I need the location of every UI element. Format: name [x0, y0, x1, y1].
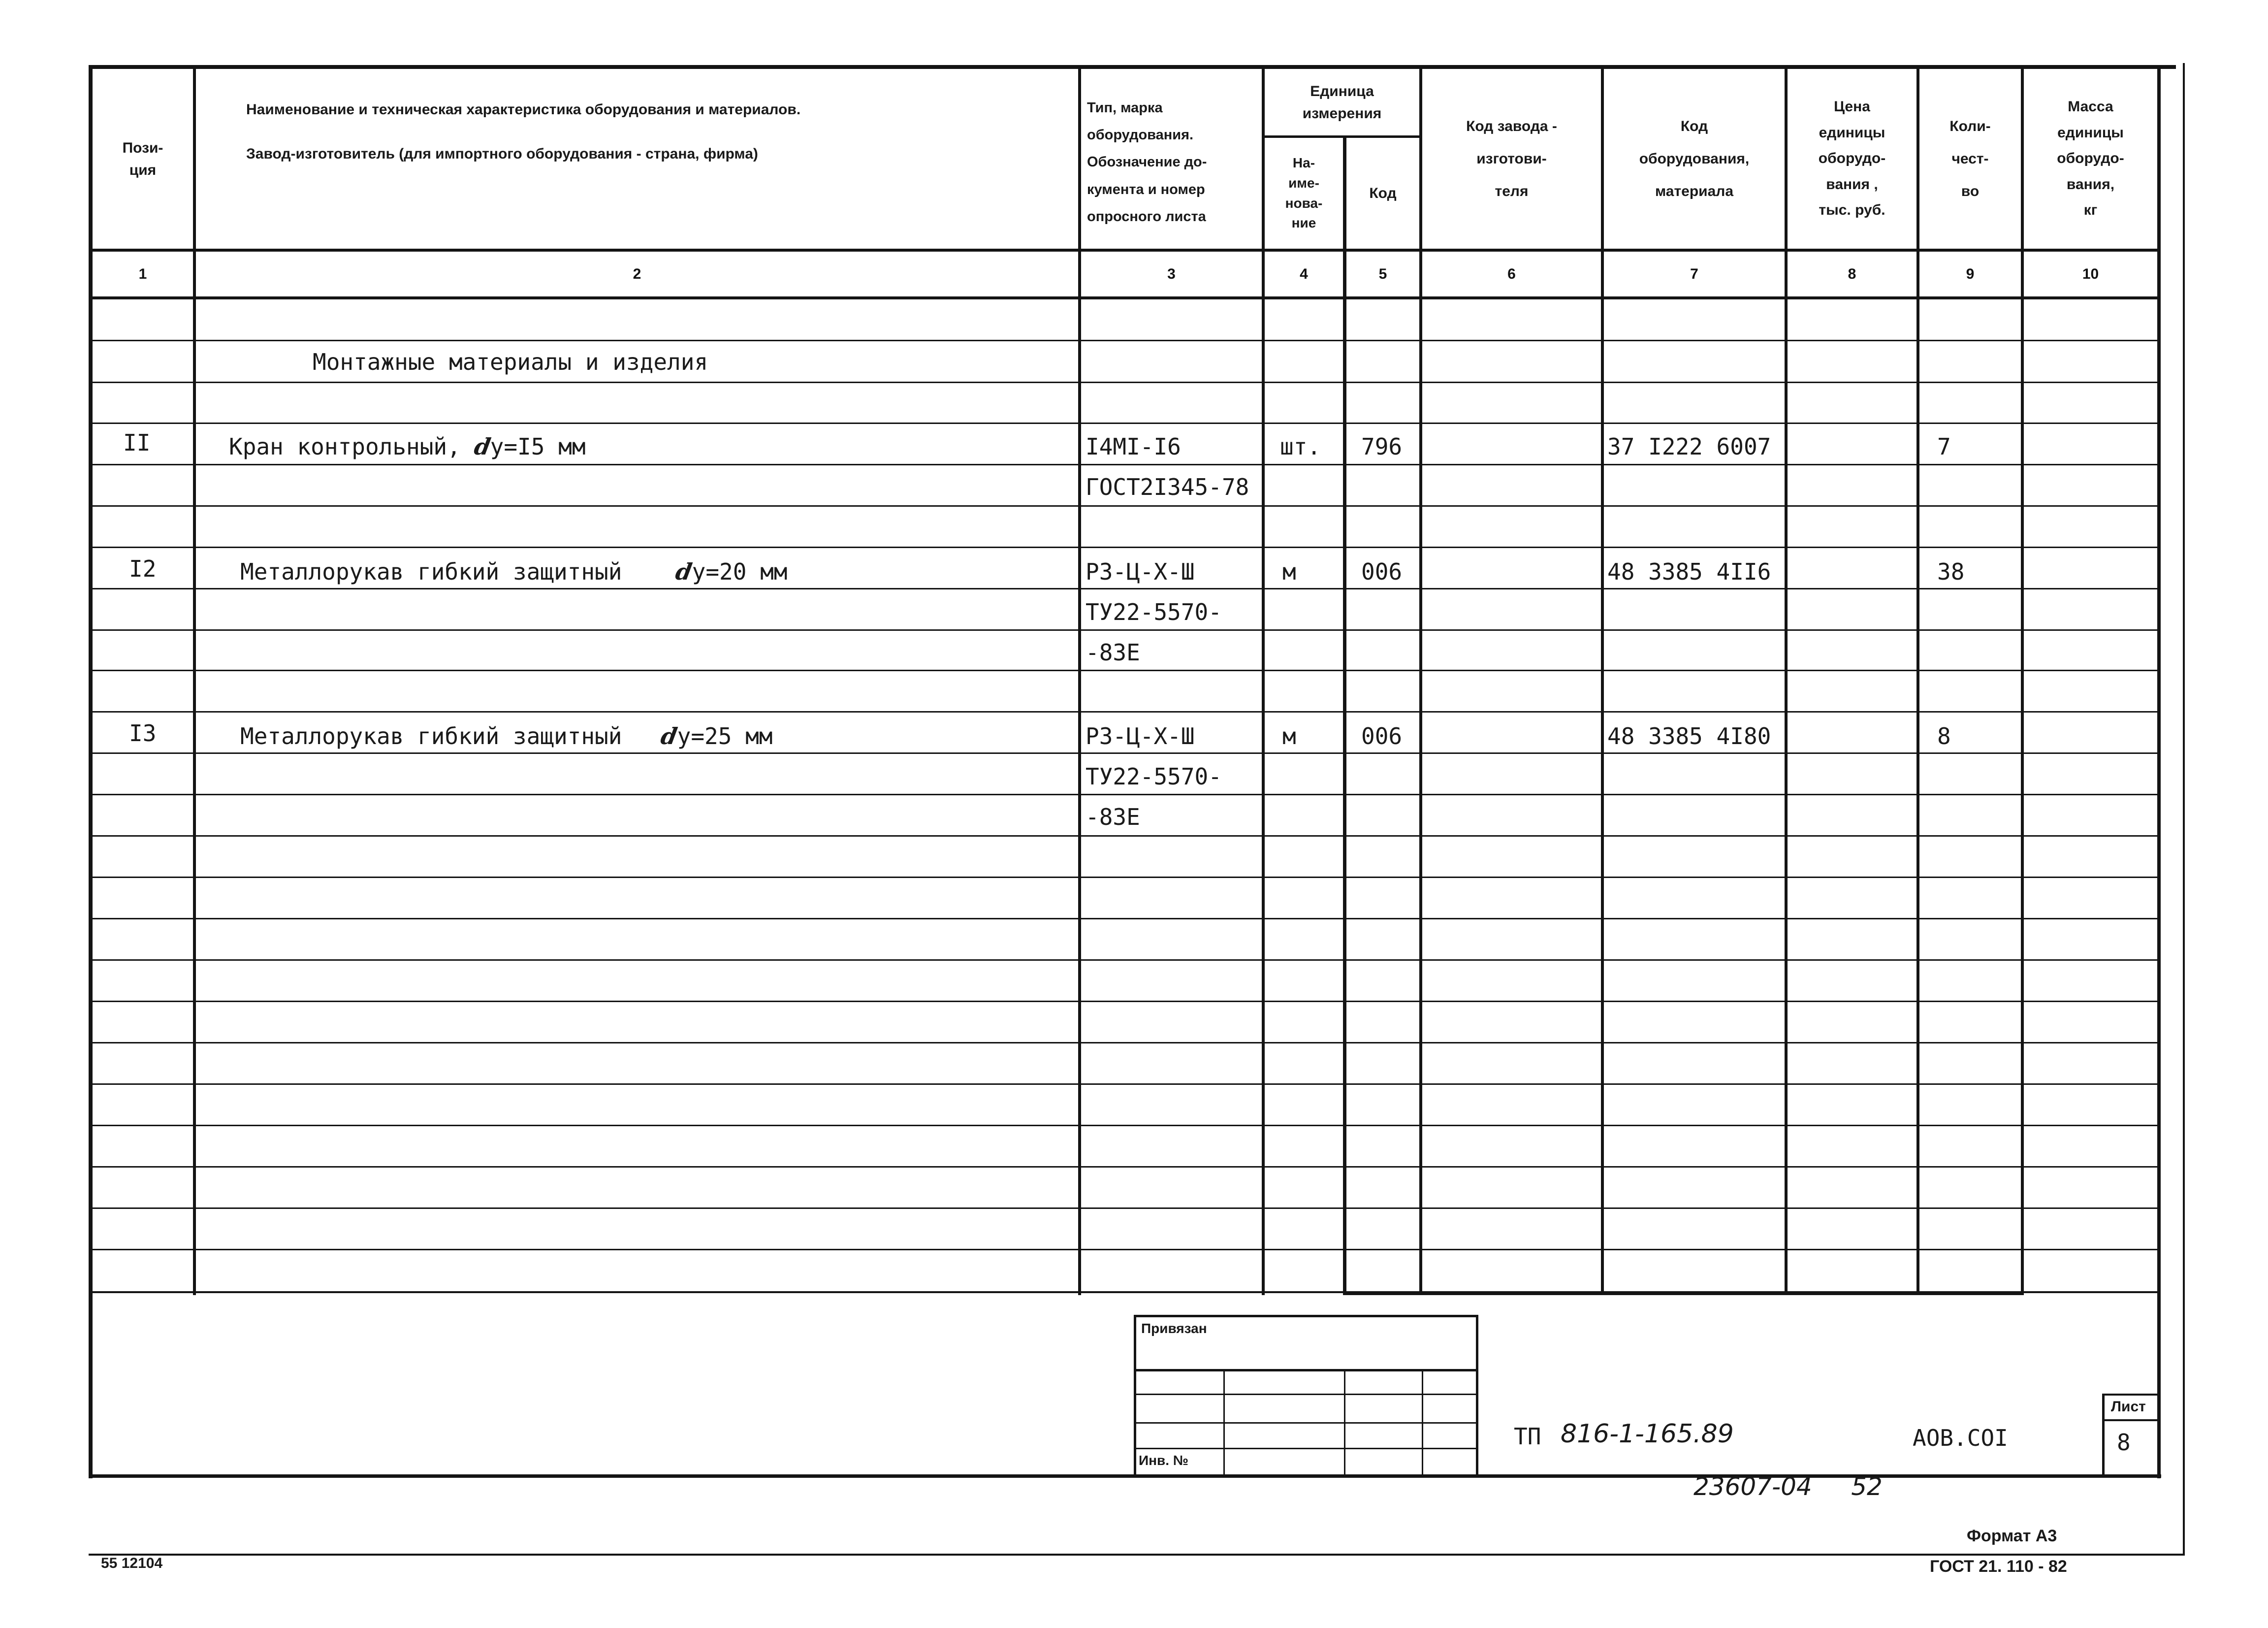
- handwritten-note: 23607-04 52: [1693, 1472, 1883, 1501]
- item-name-suffix: у=I5 мм: [490, 433, 586, 460]
- header-mass: Масса единицы оборудо- вания, кг: [2057, 98, 2124, 219]
- column-number: 9: [1966, 265, 1975, 282]
- row-line: [89, 1125, 2157, 1126]
- stamp-mid-line-1: [1134, 1369, 1478, 1371]
- frame-right-line: [2157, 65, 2161, 1478]
- col-line-6: [1601, 65, 1604, 1295]
- page-edge-right: [2183, 63, 2185, 1555]
- stamp-mid-line-3: [1134, 1422, 1478, 1424]
- item-type-line: ТУ22-5570-: [1086, 763, 1222, 790]
- item-type-line: ТУ22-5570-: [1086, 599, 1222, 625]
- format-label: Формат А3: [1967, 1527, 2057, 1545]
- row-line: [89, 1249, 2157, 1250]
- sheet-box-top: [2102, 1394, 2159, 1396]
- row-line: [89, 1042, 2157, 1043]
- col-line-4: [1343, 135, 1346, 1295]
- header-factory-code: Код завода - изготови- теля: [1466, 118, 1557, 199]
- stamp-mid-line-4: [1134, 1448, 1478, 1449]
- row-line: [89, 629, 2157, 631]
- row-line: [89, 711, 2157, 713]
- item-type-line: ГОСТ2I345-78: [1086, 474, 1249, 500]
- sheet-label: Лист: [2111, 1399, 2146, 1415]
- diameter-symbol: d: [659, 723, 680, 749]
- diameter-symbol: d: [673, 558, 695, 585]
- item-type-line: Р3-Ц-Х-Ш: [1086, 723, 1195, 749]
- row-line: [89, 835, 2157, 837]
- item-qty: 38: [1937, 558, 1965, 585]
- item-name-suffix: у=25 мм: [677, 723, 773, 749]
- item-name: [240, 558, 788, 585]
- row-line: [89, 1207, 2157, 1209]
- item-name: [229, 433, 586, 460]
- header-price: Цена единицы оборудо- вания , тыс. руб.: [1818, 98, 1886, 219]
- stamp-vline-2: [1344, 1369, 1345, 1477]
- item-type-line: -83Е: [1086, 639, 1140, 666]
- item-name-prefix: Металлорукав гибкий защитный: [240, 723, 622, 749]
- header-qty: Коли- чест- во: [1949, 118, 1991, 199]
- column-number: 2: [633, 265, 641, 282]
- item-unit: м: [1282, 723, 1296, 749]
- row-line: [89, 670, 2157, 671]
- colnum-bottom-line: [89, 296, 2157, 299]
- item-equip-code: 48 3385 4II6: [1607, 558, 1771, 585]
- row-line: [89, 382, 2157, 383]
- row-line: [89, 588, 2157, 589]
- row-line: [89, 794, 2157, 795]
- sheet-box-mid: [2102, 1419, 2159, 1421]
- stamp-top-line: [1134, 1315, 1478, 1317]
- doc-number: 816-1-165.89: [1561, 1419, 1734, 1449]
- col-line-9: [2021, 65, 2024, 1295]
- item-equip-code: 37 I222 6007: [1607, 433, 1771, 460]
- col-line-5: [1419, 65, 1422, 1295]
- stamp-left-line: [1134, 1315, 1136, 1477]
- sheet-code: АОВ.СОI: [1913, 1425, 2008, 1451]
- row-line: [89, 505, 2157, 507]
- item-equip-code: 48 3385 4I80: [1607, 723, 1771, 749]
- gost-label: ГОСТ 21. 110 - 82: [1930, 1557, 2067, 1576]
- header-unit-code: Код: [1369, 185, 1397, 201]
- column-number: 7: [1690, 265, 1698, 282]
- header-type: Тип, марка оборудования. Обозначение до- кумента и номер опросного листа: [1087, 100, 1207, 225]
- col-line-3: [1262, 65, 1265, 1295]
- item-unit: м: [1282, 558, 1296, 585]
- diameter-symbol: d: [472, 433, 493, 460]
- col-line-7: [1785, 65, 1788, 1295]
- column-number: 4: [1300, 265, 1308, 282]
- section-title: Монтажные материалы и изделия: [313, 349, 708, 375]
- column-number: 6: [1507, 265, 1516, 282]
- header-position: Пози- ция: [122, 139, 163, 178]
- item-type-line: I4MI-I6: [1086, 433, 1181, 460]
- sheet-number: 8: [2117, 1429, 2131, 1456]
- item-type-line: Р3-Ц-Х-Ш: [1086, 558, 1195, 585]
- header-equip-code: Код оборудования, материала: [1639, 118, 1750, 199]
- item-unit-code: 796: [1361, 433, 1403, 460]
- stamp-vline-3: [1422, 1369, 1423, 1477]
- item-name-suffix: у=20 мм: [692, 558, 788, 585]
- stamp-right-line: [1476, 1315, 1478, 1477]
- stamp-mid-line-2: [1134, 1394, 1478, 1395]
- col-line-2: [1078, 65, 1081, 1295]
- row-line: [89, 340, 2157, 341]
- item-name-prefix: Металлорукав гибкий защитный: [240, 558, 622, 585]
- row-line: [89, 918, 2157, 919]
- row-line: [89, 1166, 2157, 1168]
- column-number: 1: [138, 265, 147, 282]
- stamp-inv-label: Инв. №: [1139, 1453, 1189, 1468]
- column-number: 8: [1848, 265, 1856, 282]
- doc-code: ТП: [1514, 1423, 1541, 1450]
- item-qty: 7: [1937, 433, 1951, 460]
- stamp-vline-1: [1223, 1369, 1225, 1477]
- print-id: 55 12104: [101, 1555, 163, 1571]
- header-unit: Единица измерения: [1302, 83, 1382, 122]
- item-unit-code: 006: [1361, 723, 1403, 749]
- item-name-prefix: Кран контрольный,: [229, 433, 475, 460]
- row-line: [89, 1083, 2157, 1085]
- item-name: [240, 723, 773, 749]
- item-unit-code: 006: [1361, 558, 1403, 585]
- table-bottom-line: [89, 1291, 2157, 1293]
- column-number: 5: [1378, 265, 1387, 282]
- item-position: II: [123, 429, 151, 456]
- row-line: [89, 423, 2157, 424]
- item-position: I2: [129, 555, 157, 582]
- row-line: [89, 1001, 2157, 1002]
- row-line: [89, 752, 2157, 754]
- stamp-privyazan-label: Привязан: [1141, 1321, 1207, 1336]
- frame-left-line: [89, 65, 93, 1478]
- frame-top-line: [89, 65, 2176, 69]
- row-line: [89, 959, 2157, 961]
- col-line-8: [1917, 65, 1919, 1295]
- col-line-1: [193, 65, 196, 1295]
- header-unit-name: На- име- нова- ние: [1285, 155, 1323, 231]
- page-edge-bottom: [89, 1554, 2185, 1556]
- item-unit: шт.: [1280, 433, 1321, 460]
- item-type-line: -83Е: [1086, 804, 1140, 830]
- header-name: Наименование и техническая характеристика оборудования и материалов. Завод-изготовитель (для импортного оборудования - страна, фирма): [246, 101, 801, 162]
- sheet-box-left: [2102, 1394, 2105, 1477]
- row-line: [89, 547, 2157, 548]
- item-position: I3: [129, 720, 157, 747]
- column-number: 3: [1167, 265, 1176, 282]
- column-number: 10: [2082, 265, 2099, 282]
- item-qty: 8: [1937, 723, 1951, 749]
- row-line: [89, 464, 2157, 465]
- row-line: [89, 877, 2157, 878]
